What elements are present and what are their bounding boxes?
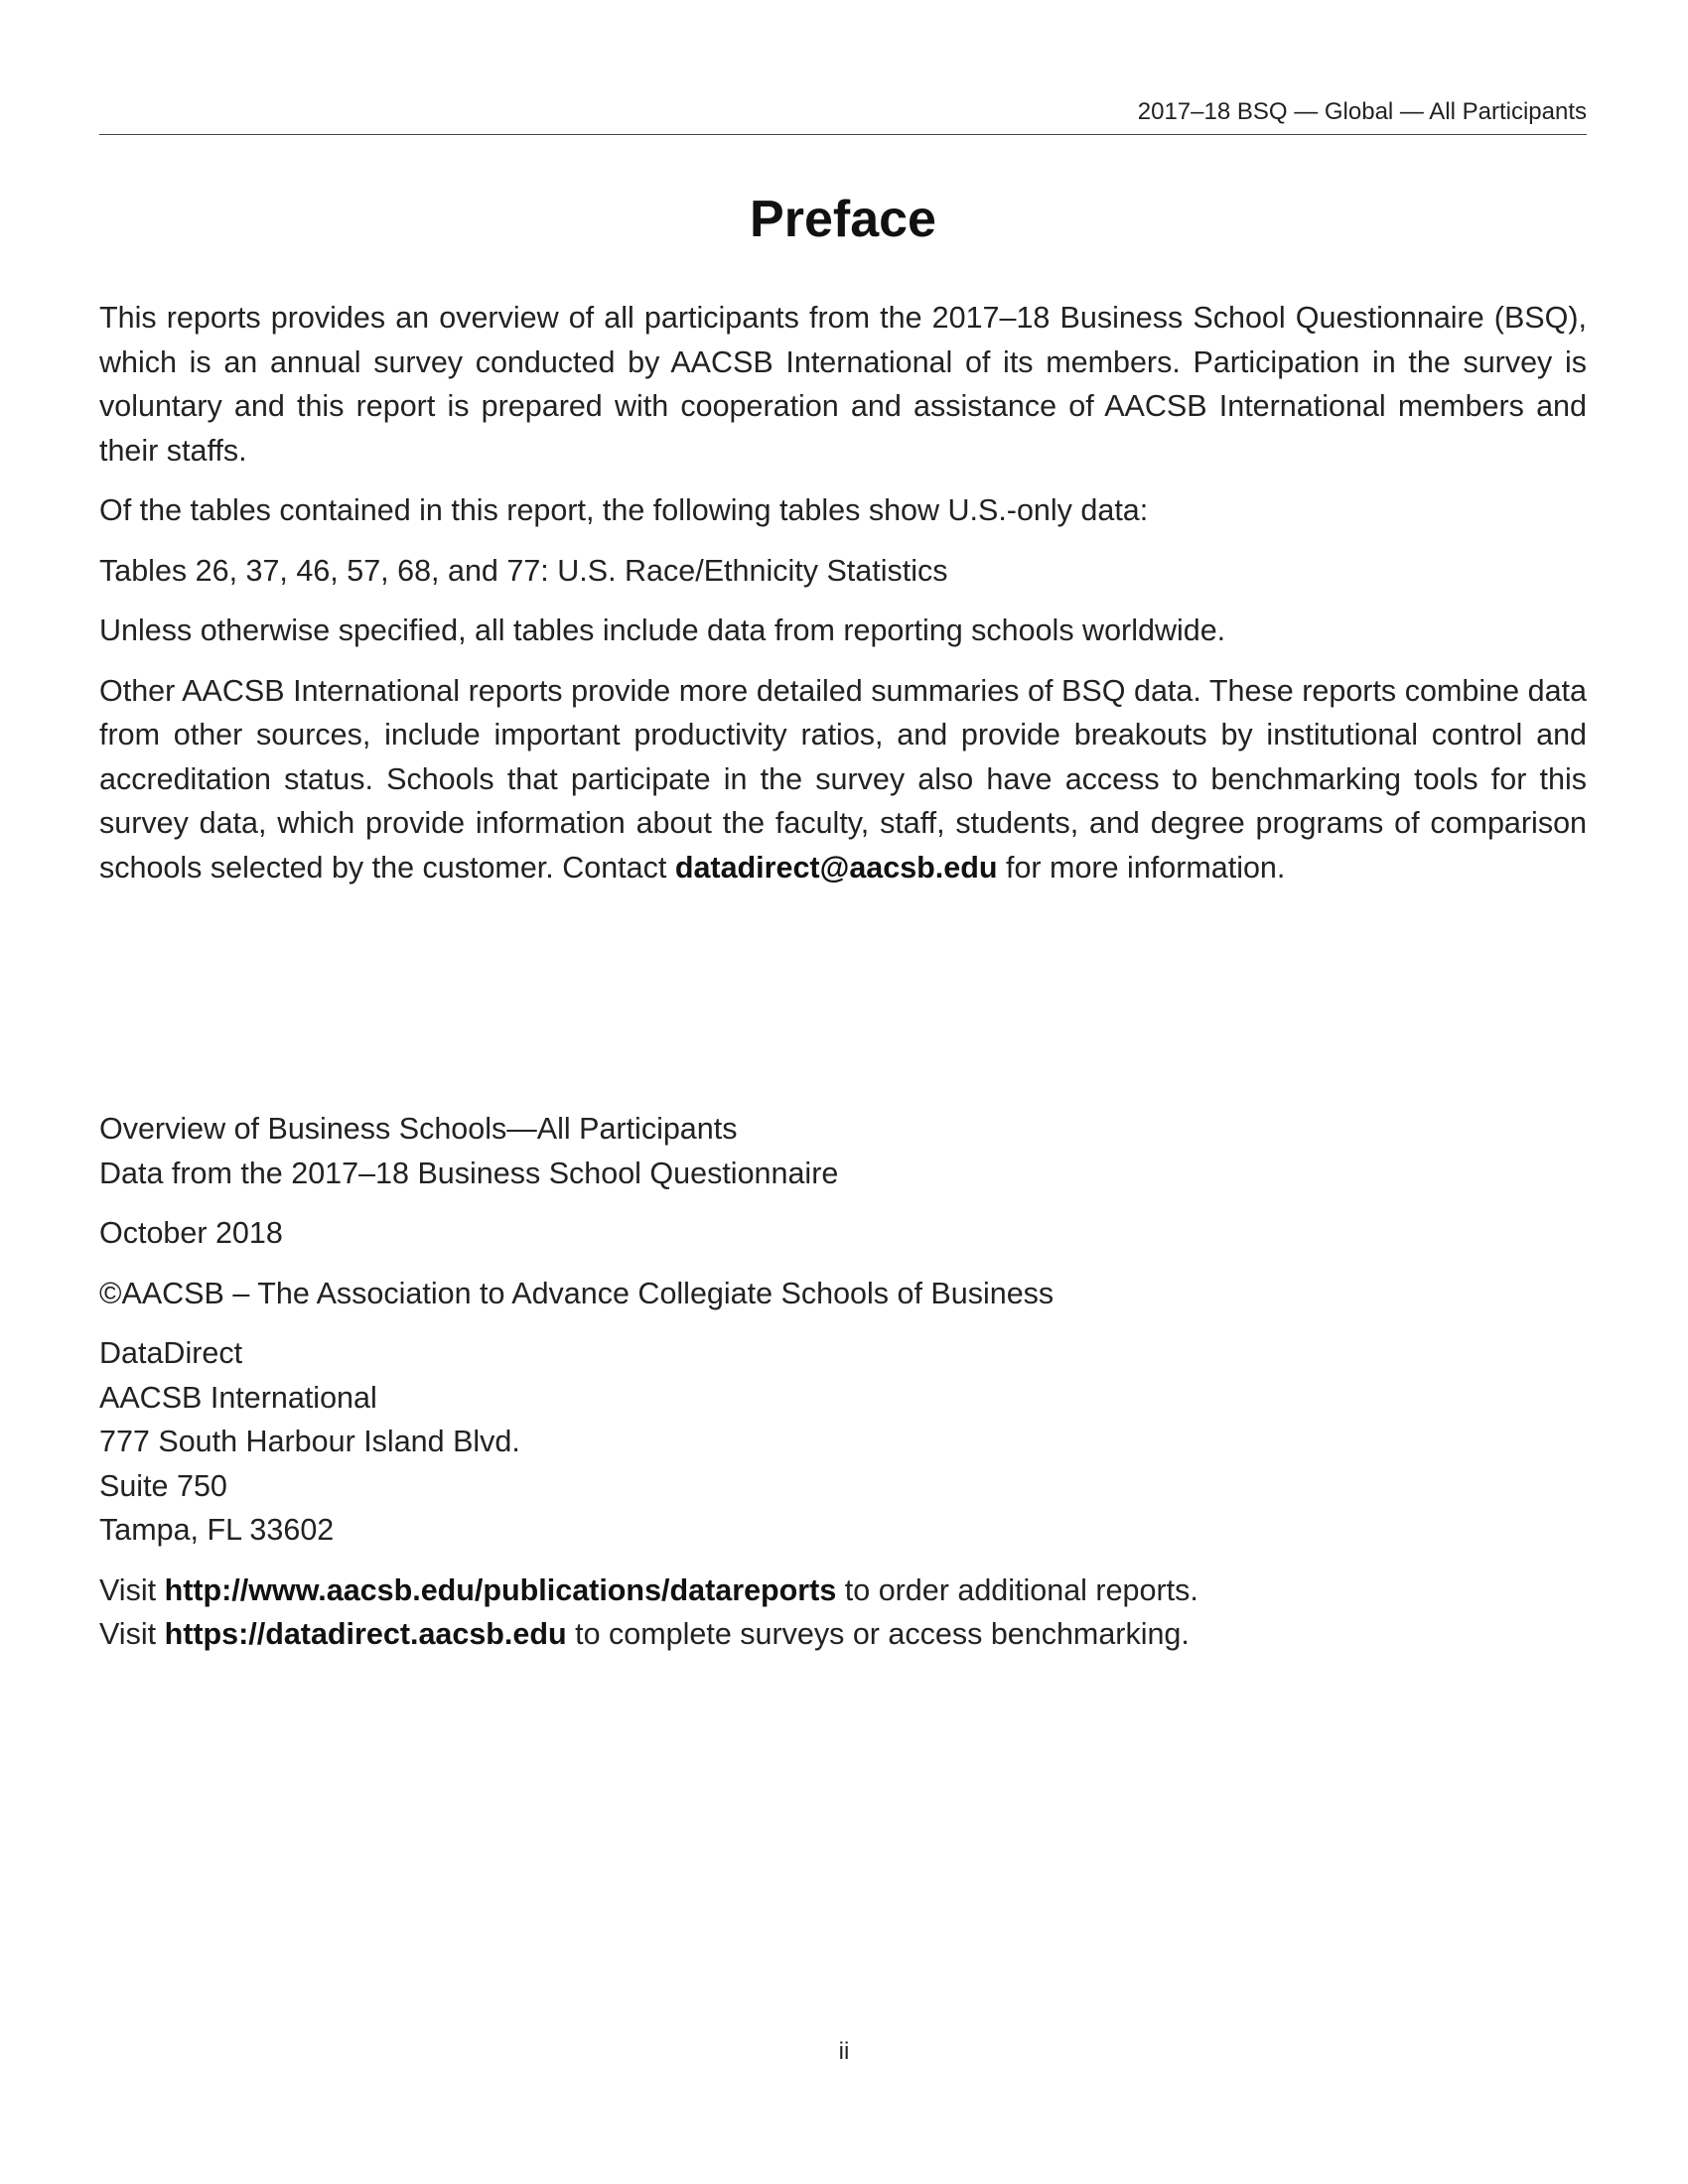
copyright-notice: ©AACSB – The Association to Advance Collegiate Schools of Business — [99, 1276, 1055, 1310]
datadirect-text: to complete surveys or access benchmarking. — [575, 1617, 1190, 1651]
visit-word: Visit — [99, 1572, 157, 1607]
other-reports-tail: for more information. — [997, 850, 1286, 885]
order-reports-line — [99, 1569, 1587, 1613]
address-line-3: 777 South Harbour Island Blvd. — [99, 1425, 520, 1458]
address-line-1: DataDirect — [99, 1336, 243, 1370]
mailing-address — [99, 1331, 1587, 1553]
datadirect-line — [99, 1612, 1587, 1657]
preface-body — [99, 296, 1587, 905]
other-reports-text: Other AACSB International reports provide more detailed summaries of BSQ data. These reports combine data from other sources, include important productivity ratios, and provide breakouts by institutional control and accreditation status. Schools that participate in the survey also have access to benchmarking tools for this survey data, which provide information about the faculty, staff, students, and degree programs of comparison schools selected by the customer. Contact — [99, 673, 1587, 885]
report-title: Overview of Business Schools—All Participants — [99, 1112, 738, 1146]
page-number: ii — [838, 2038, 850, 2065]
intro-paragraph: This reports provides an overview of all participants from the 2017–18 Business School Questionnaire (BSQ), which is an annual survey conducted by AACSB International of its members. Participation in the survey is voluntary and this report is prepared with cooperation and assistance of AACSB International members and their staffs. — [99, 301, 1587, 468]
report-subtitle: Data from the 2017–18 Business School Questionnaire — [99, 1156, 839, 1190]
report-title-block — [99, 1107, 1587, 1195]
datareports-link[interactable]: http://www.aacsb.edu/publications/datareports — [164, 1572, 837, 1607]
visit-word: Visit — [99, 1617, 157, 1651]
other-reports-paragraph — [99, 669, 1587, 890]
us-only-tables: Tables 26, 37, 46, 57, 68, and 77: U.S. Race/Ethnicity Statistics — [99, 553, 948, 588]
us-only-intro: Of the tables contained in this report, the following tables show U.S.-only data: — [99, 493, 1149, 527]
header-rule — [99, 134, 1587, 135]
contact-email-link[interactable]: datadirect@aacsb.edu — [674, 850, 998, 885]
publication-info — [99, 1107, 1587, 1673]
order-reports-text: to order additional reports. — [844, 1572, 1198, 1607]
page-title: Preface — [750, 191, 936, 248]
publication-date: October 2018 — [99, 1216, 283, 1250]
address-line-4: Suite 750 — [99, 1468, 227, 1503]
visit-links — [99, 1569, 1587, 1657]
worldwide-note: Unless otherwise specified, all tables include data from reporting schools worldwide. — [99, 614, 1226, 647]
datadirect-link[interactable]: https://datadirect.aacsb.edu — [164, 1617, 567, 1651]
address-line-5: Tampa, FL 33602 — [99, 1513, 335, 1547]
running-header: 2017–18 BSQ — Global — All Participants — [1137, 98, 1587, 125]
address-line-2: AACSB International — [99, 1380, 377, 1415]
